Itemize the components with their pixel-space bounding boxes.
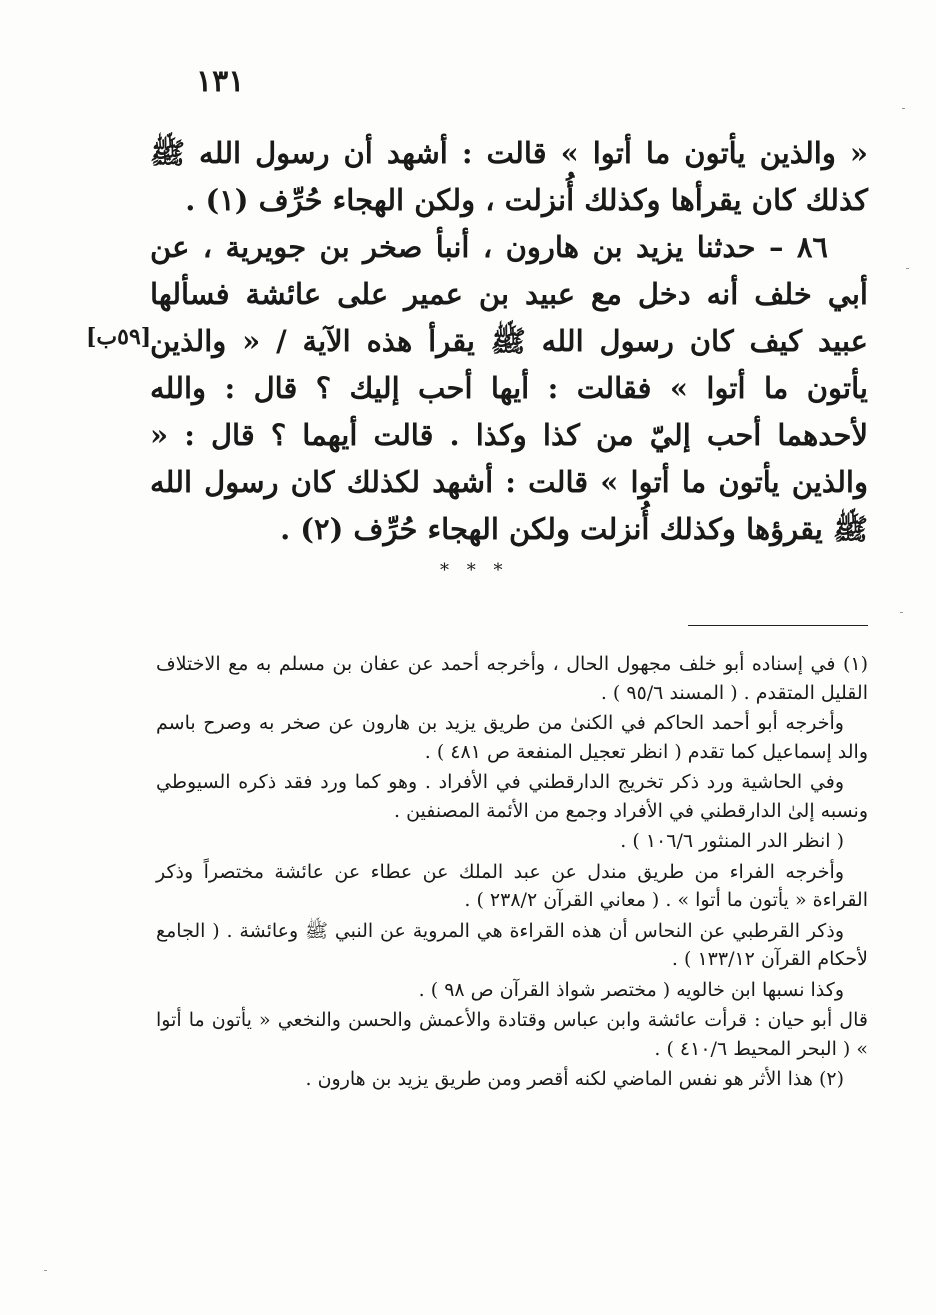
footnote-2: (٢) هذا الأثر هو نفس الماضي لكنه أقصر ومن طريق يزيد بن هارون . xyxy=(305,1068,844,1090)
footnote-1-continuation: وكذا نسبها ابن خالويه ( مختصر شواذ القرآن ص ٩٨ ) . xyxy=(418,978,844,1001)
footnotes-block xyxy=(156,650,868,1096)
footnote-divider xyxy=(688,625,868,626)
scan-speck xyxy=(44,1270,47,1271)
footnote-1-continuation: وأخرجه أبو أحمد الحاكم في الكنىٰ من طريق يزيد بن هارون عن صخر به وصرح باسم والد إسماعيل كما تقدم ( انظر تعجيل المنفعة ص ٤٨١ ) . xyxy=(156,712,868,763)
manuscript-folio-marker: [٥٩ب] xyxy=(86,324,152,350)
footnote-1-continuation: ( انظر الدر المنثور ١٠٦/٦ ) . xyxy=(620,830,844,852)
footnote-1-continuation: قال أبو حيان : قرأت عائشة وابن عباس وقتادة والأعمش والحسن والنخعي « يأتون ما أتوا » ( البحر المحيط ٤١٠/٦ ) . xyxy=(156,1009,868,1060)
page-number: ١٣١ xyxy=(196,64,245,99)
scan-speck xyxy=(900,612,903,613)
footnote-1-continuation: وذكر القرطبي عن النحاس أن هذه القراءة هي المروية عن النبي ﷺ وعائشة . ( الجامع لأحكام القرآن ١٣٣/١٢ ) . xyxy=(156,919,868,970)
main-text-block xyxy=(150,130,868,553)
scan-speck xyxy=(902,108,905,109)
main-paragraph-2-hadith-86: ٨٦ – حدثنا يزيد بن هارون ، أنبأ صخر بن جويرية ، عن أبي خلف أنه دخل مع عبيد بن عمير على عائشة فسألها عبيد كيف كان رسول الله ﷺ يقرأ هذه الآية / « والذين يأتون ما أتوا » فقالت : أيها أحب إليك ؟ قال : والله لأحدهما أحب إليّ من كذا وكذا . قالت أيهما ؟ قال : « والذين يأتون ما أتوا » قالت : أشهد لكذلك كان رسول الله ﷺ يقرؤها وكذلك أُنزلت ولكن الهجاء حُرِّف (٢) . xyxy=(150,230,868,546)
main-paragraph-1: « والذين يأتون ما أتوا » قالت : أشهد أن رسول الله ﷺ كذلك كان يقرأها وكذلك أُنزلت ، ولكن الهجاء حُرِّف (١) . xyxy=(150,136,868,217)
footnote-1-continuation: وأخرجه الفراء من طريق مندل عن عبد الملك عن عطاء عن عائشة مختصراً وذكر القراءة « يأتون ما أتوا » . ( معاني القرآن ٢٣٨/٢ ) . xyxy=(156,860,868,911)
footnote-1: (١) في إسناده أبو خلف مجهول الحال ، وأخرجه أحمد عن عفان بن مسلم به مع الاختلاف القليل المتقدم . ( المسند ٩٥/٦ ) . xyxy=(156,653,868,704)
footnote-1-continuation: وفي الحاشية ورد ذكر تخريج الدارقطني في الأفراد . وهو كما ورد فقد ذكره السيوطي ونسبه إلىٰ الدارقطني في الأفراد وجمع من الأئمة المصنفين . xyxy=(156,771,868,822)
scan-speck xyxy=(906,268,909,269)
section-separator: * * * xyxy=(440,560,509,581)
